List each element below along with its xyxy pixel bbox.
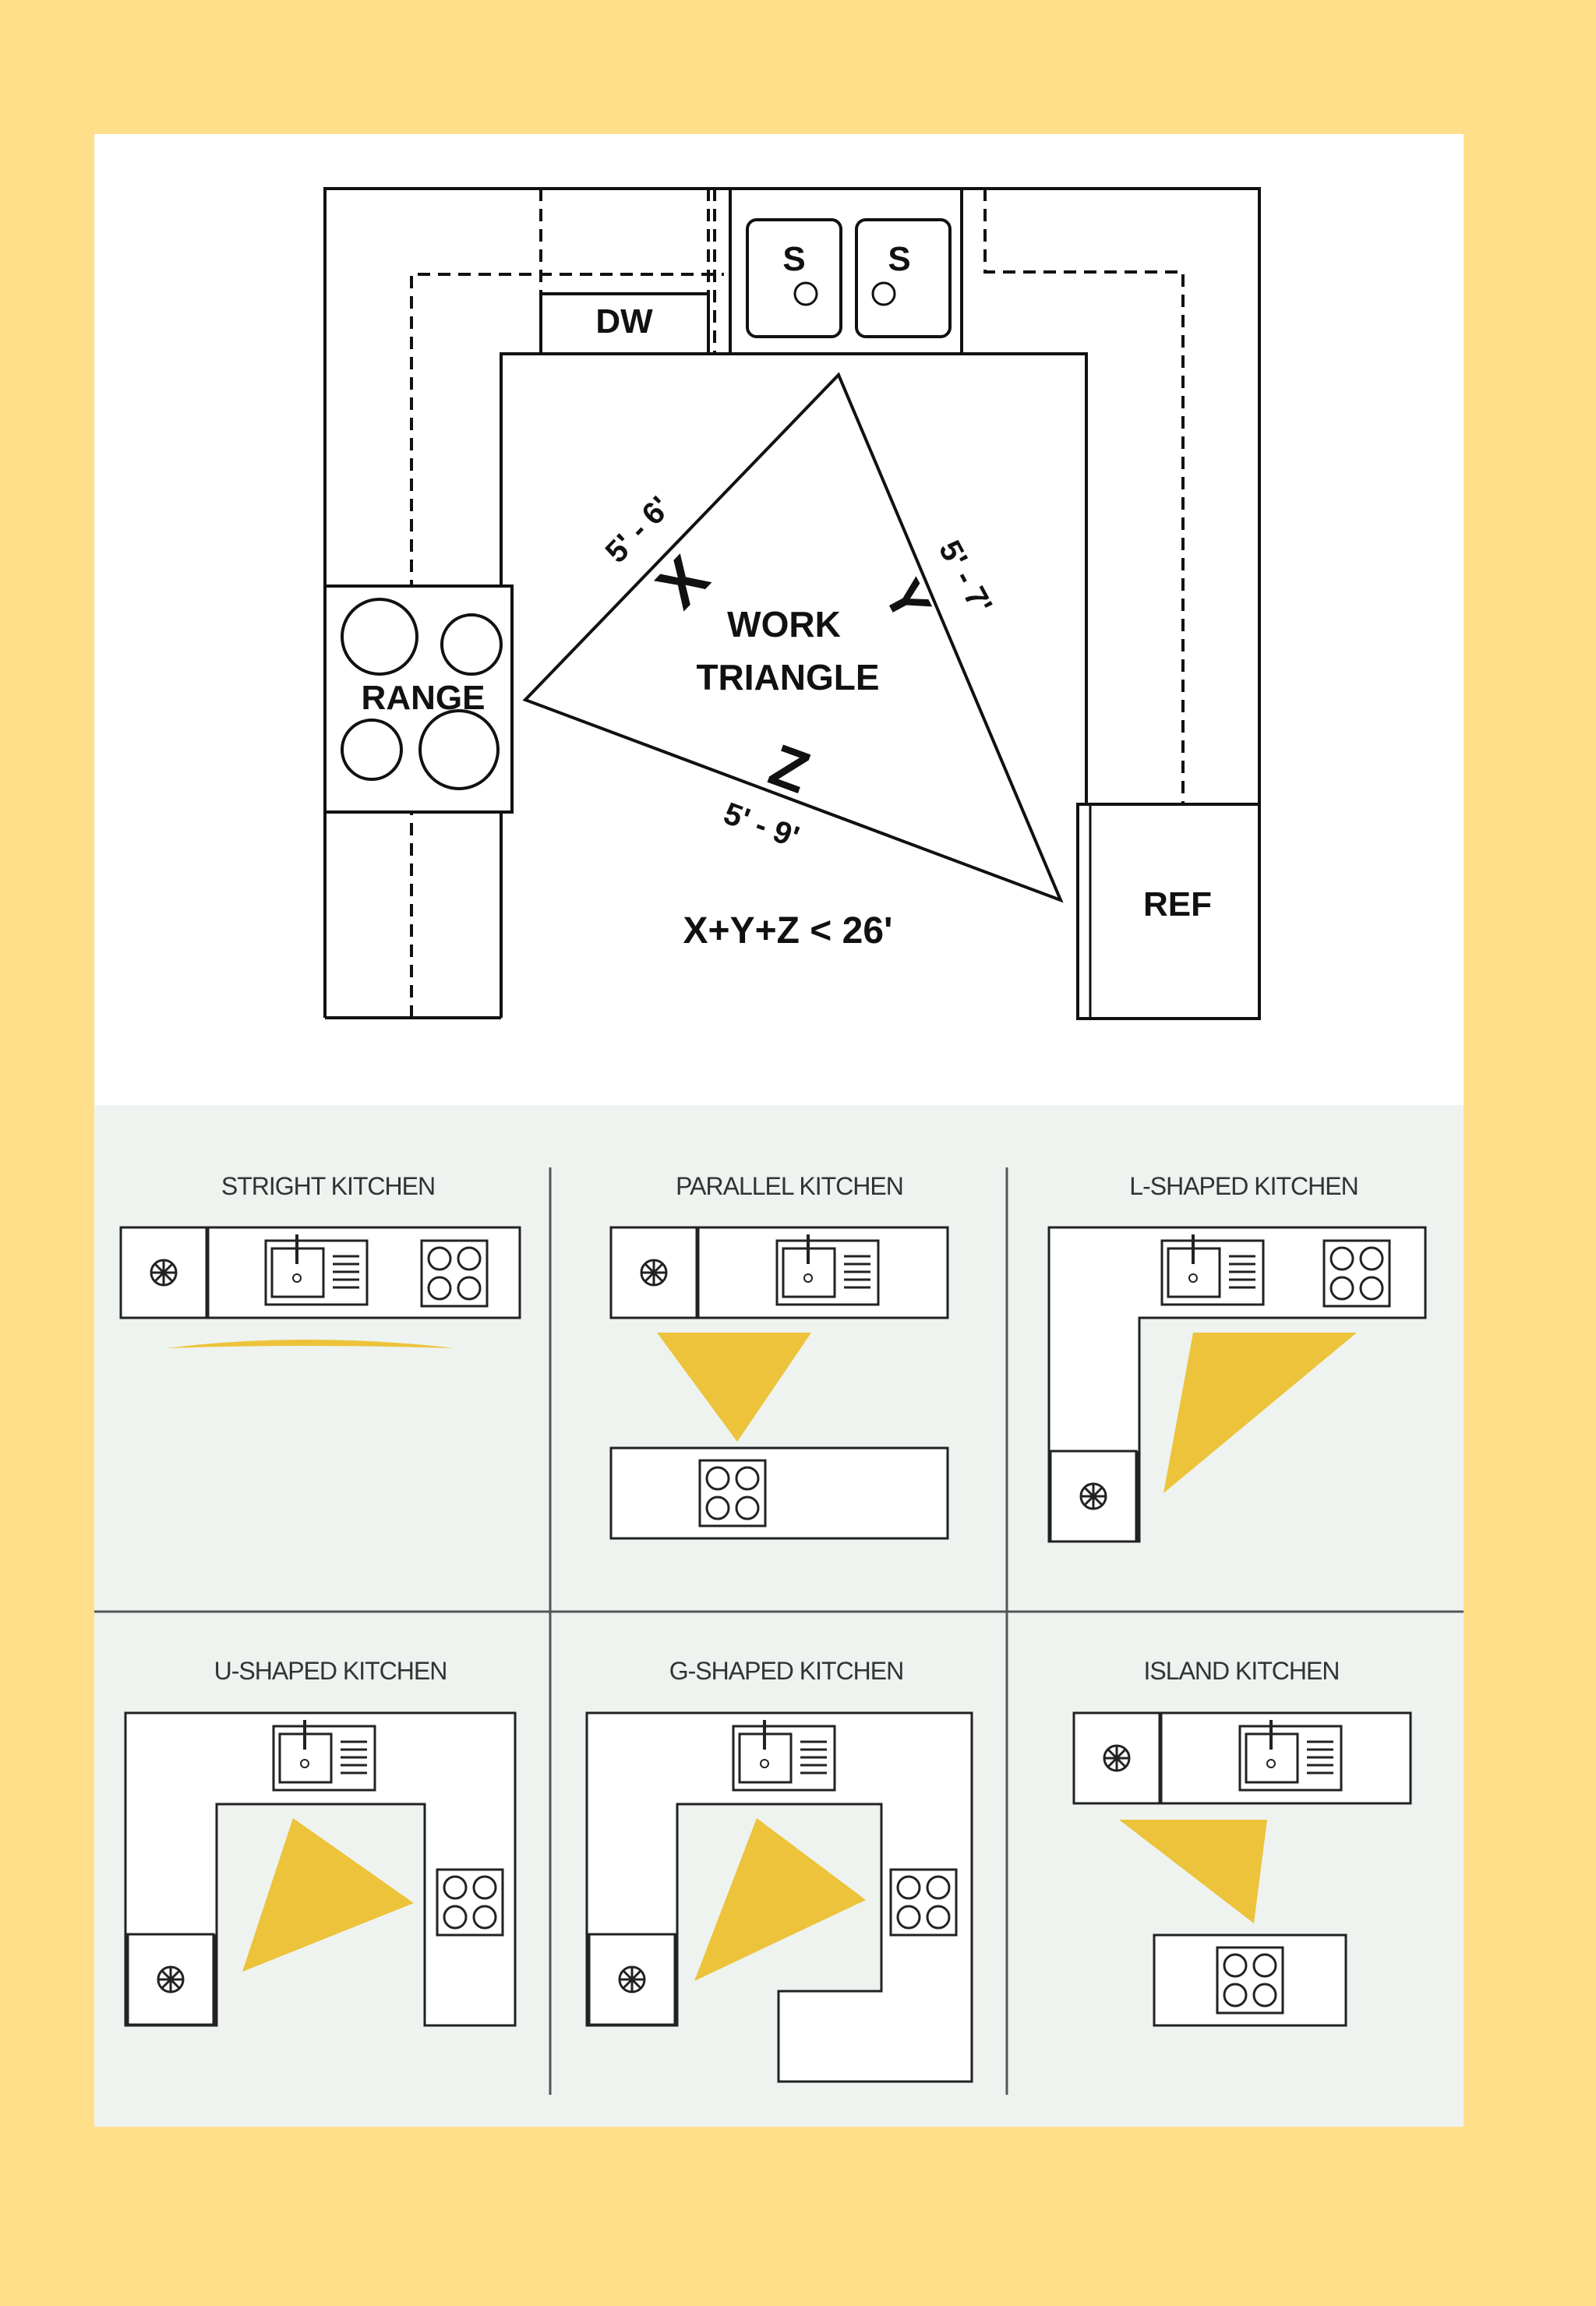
side-y-length: 5' - 7' xyxy=(931,535,999,620)
g-shaped-kitchen-diagram xyxy=(587,1713,972,2082)
l-shaped-kitchen-diagram xyxy=(1049,1227,1425,1541)
parallel-kitchen-diagram xyxy=(611,1227,948,1538)
layout-title-u-shaped: U-SHAPED KITCHEN xyxy=(214,1657,447,1685)
sink-icon xyxy=(777,1234,878,1305)
u-shaped-kitchen-diagram xyxy=(125,1713,515,2025)
work-triangle-panel xyxy=(94,134,1464,1105)
refrigerator-icon xyxy=(1074,1713,1161,1803)
sink-icon xyxy=(1162,1234,1263,1305)
refrigerator-label: REF xyxy=(1143,885,1212,923)
refrigerator-icon xyxy=(121,1227,208,1318)
refrigerator-icon xyxy=(1050,1451,1138,1541)
sink-icon xyxy=(274,1720,375,1790)
triangle-title-line1: WORK xyxy=(727,604,841,644)
side-z-letter: Z xyxy=(761,731,818,807)
island-kitchen-diagram xyxy=(1074,1713,1411,2025)
range-label: RANGE xyxy=(361,679,486,717)
side-x-length: 5' - 6' xyxy=(598,490,678,570)
side-z-length: 5' - 9' xyxy=(719,796,804,855)
work-triangle-flat xyxy=(166,1340,454,1348)
sink-icon xyxy=(1240,1720,1341,1790)
sink-cabinet xyxy=(730,189,962,354)
work-triangle xyxy=(1163,1333,1357,1493)
layout-title-straight: STRIGHT KITCHEN xyxy=(221,1172,436,1200)
side-y-letter: Y xyxy=(872,570,943,631)
sink-icon xyxy=(733,1720,835,1790)
stove-icon xyxy=(1217,1948,1283,2013)
upper-cabinet-lines xyxy=(411,189,1183,1018)
refrigerator-icon xyxy=(128,1934,215,2025)
straight-kitchen-diagram xyxy=(121,1227,520,1348)
work-triangle xyxy=(1119,1820,1267,1923)
work-triangle-floor-plan xyxy=(94,134,1464,1105)
work-triangle xyxy=(242,1818,414,1972)
sink-icon xyxy=(266,1234,367,1305)
stove-icon xyxy=(891,1870,956,1935)
stove-icon xyxy=(1324,1241,1389,1306)
stove-icon xyxy=(700,1460,765,1526)
triangle-rule: X+Y+Z < 26' xyxy=(683,910,893,952)
sink-bowl-left xyxy=(747,220,841,337)
sink-bowl-right xyxy=(856,220,950,337)
refrigerator-icon xyxy=(611,1227,698,1318)
side-x-letter: X xyxy=(643,542,722,621)
sink-right-label: S xyxy=(888,240,911,278)
layout-title-g-shaped: G-SHAPED KITCHEN xyxy=(669,1657,904,1685)
refrigerator-icon xyxy=(589,1934,676,2025)
work-triangle xyxy=(694,1818,866,1981)
stove-icon xyxy=(422,1241,487,1306)
triangle-title-line2: TRIANGLE xyxy=(696,657,880,697)
layout-title-island: ISLAND KITCHEN xyxy=(1143,1657,1340,1685)
drain-right xyxy=(873,283,895,305)
drain-left xyxy=(795,283,817,305)
layout-title-parallel: PARALLEL KITCHEN xyxy=(676,1172,903,1200)
work-triangle xyxy=(657,1333,811,1442)
kitchen-layouts-grid xyxy=(94,1105,1464,2127)
sink-left-label: S xyxy=(782,240,806,278)
layout-title-l-shaped: L-SHAPED KITCHEN xyxy=(1129,1172,1358,1200)
dishwasher-label: DW xyxy=(595,302,653,341)
stove-icon xyxy=(437,1870,503,1935)
kitchen-layouts-panel xyxy=(94,1105,1464,2127)
